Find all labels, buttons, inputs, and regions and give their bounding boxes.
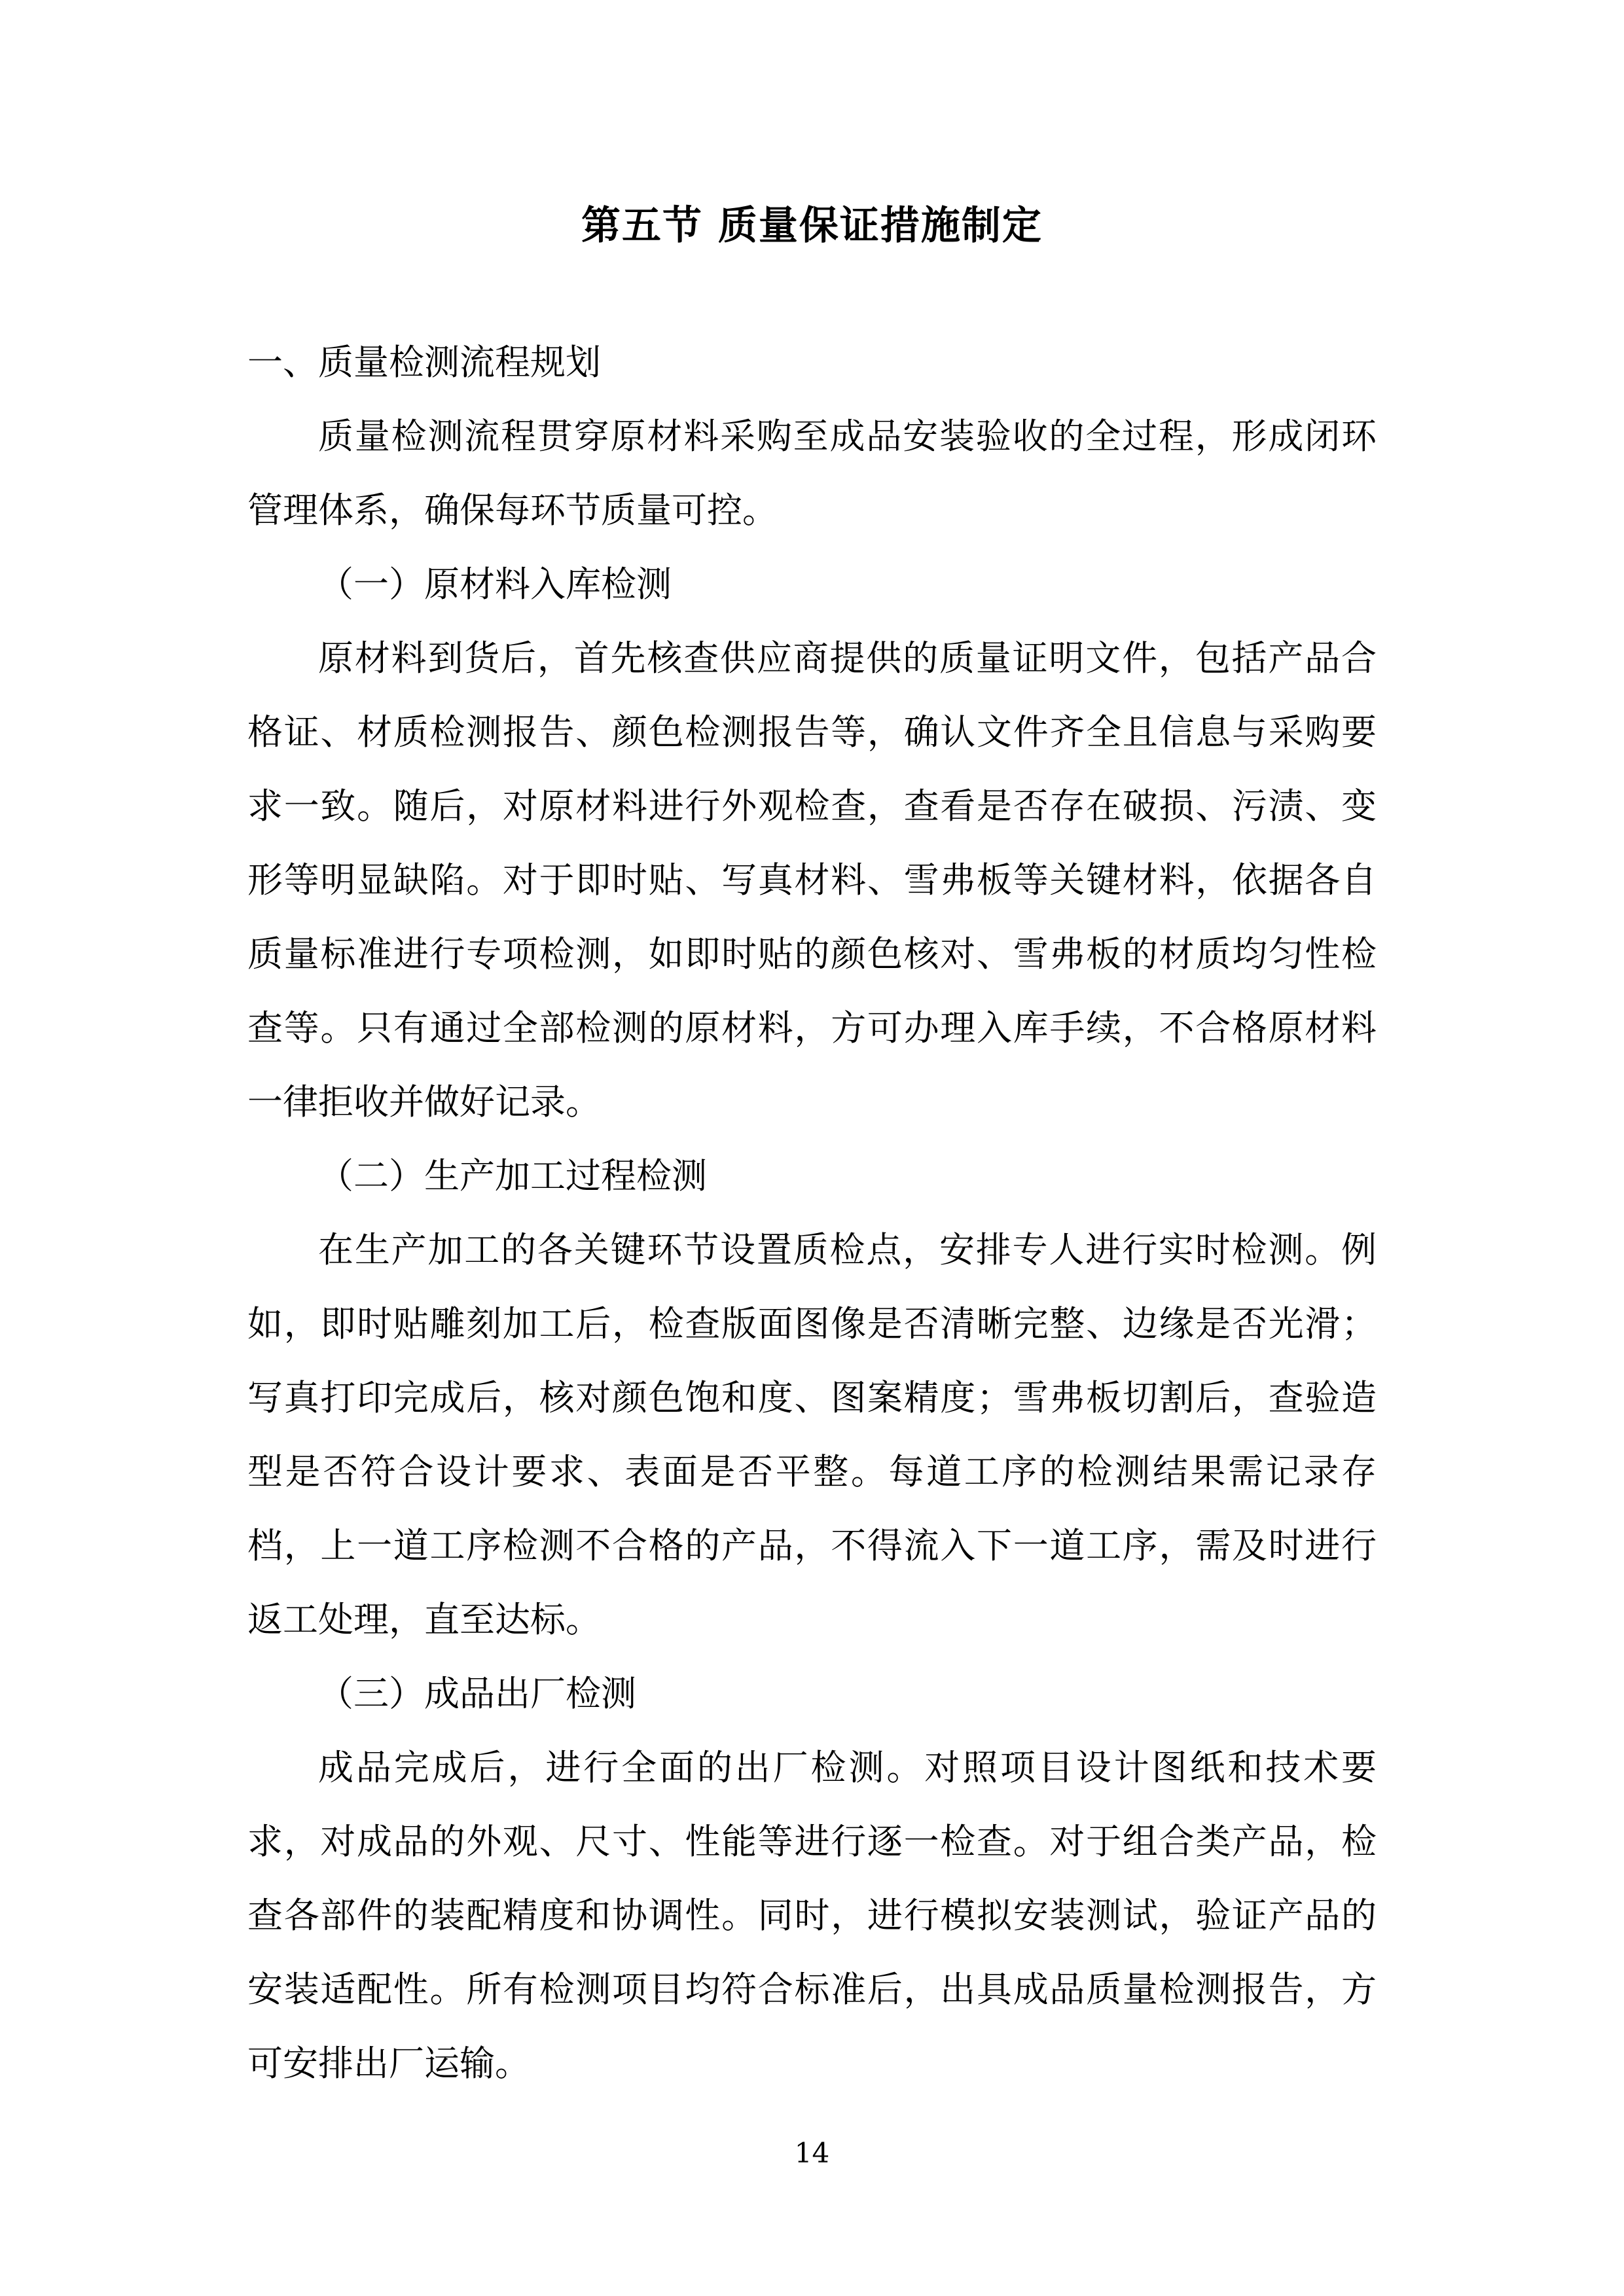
page-number: 14 — [794, 2137, 830, 2169]
paragraph-production: 在生产加工的各关键环节设置质检点，安排专人进行实时检测。例如，即时贴雕刻加工后，检查版面图像是否清晰完整、边缘是否光滑；写真打印完成后，核对颜色饱和度、图案精度；雪弗板切割后，查验造型是否符合设计要求、表面是否平整。每道工序的检测结果需记录存档，上一道工序检测不合格的产品，不得流入下一道工序，需及时进行返工处理，直至达标。 — [247, 1229, 1377, 1640]
subsection-heading-finished-product: （三）成品出厂检测 — [318, 1673, 636, 1714]
paragraph-finished-product: 成品完成后，进行全面的出厂检测。对照项目设计图纸和技术要求，对成品的外观、尺寸、性能等进行逐一检查。对于组合类产品，检查各部件的装配精度和协调性。同时，进行模拟安装测试，验证产品的安装适配性。所有检测项目均符合标准后，出具成品质量检测报告，方可安排出厂运输。 — [247, 1747, 1377, 2084]
section-heading: 一、质量检测流程规划 — [247, 342, 601, 383]
page-title: 第五节 质量保证措施制定 — [581, 203, 1043, 249]
document-body — [247, 325, 1377, 2100]
paragraph-raw-material: 原材料到货后，首先核查供应商提供的质量证明文件，包括产品合格证、材质检测报告、颜色检测报告等，确认文件齐全且信息与采购要求一致。随后，对原材料进行外观检查，查看是否存在破损、污渍、变形等明显缺陷。对于即时贴、写真材料、雪弗板等关键材料，依据各自质量标准进行专项检测，如即时贴的颜色核对、雪弗板的材质均匀性检查等。只有通过全部检测的原材料，方可办理入库手续，不合格原材料一律拒收并做好记录。 — [247, 637, 1377, 1122]
subsection-heading-production: （二）生产加工过程检测 — [318, 1155, 707, 1196]
subsection-heading-raw-material: （一）原材料入库检测 — [318, 564, 672, 605]
intro-paragraph: 质量检测流程贯穿原材料采购至成品安装验收的全过程，形成闭环管理体系，确保每环节质量可控。 — [247, 416, 1377, 531]
